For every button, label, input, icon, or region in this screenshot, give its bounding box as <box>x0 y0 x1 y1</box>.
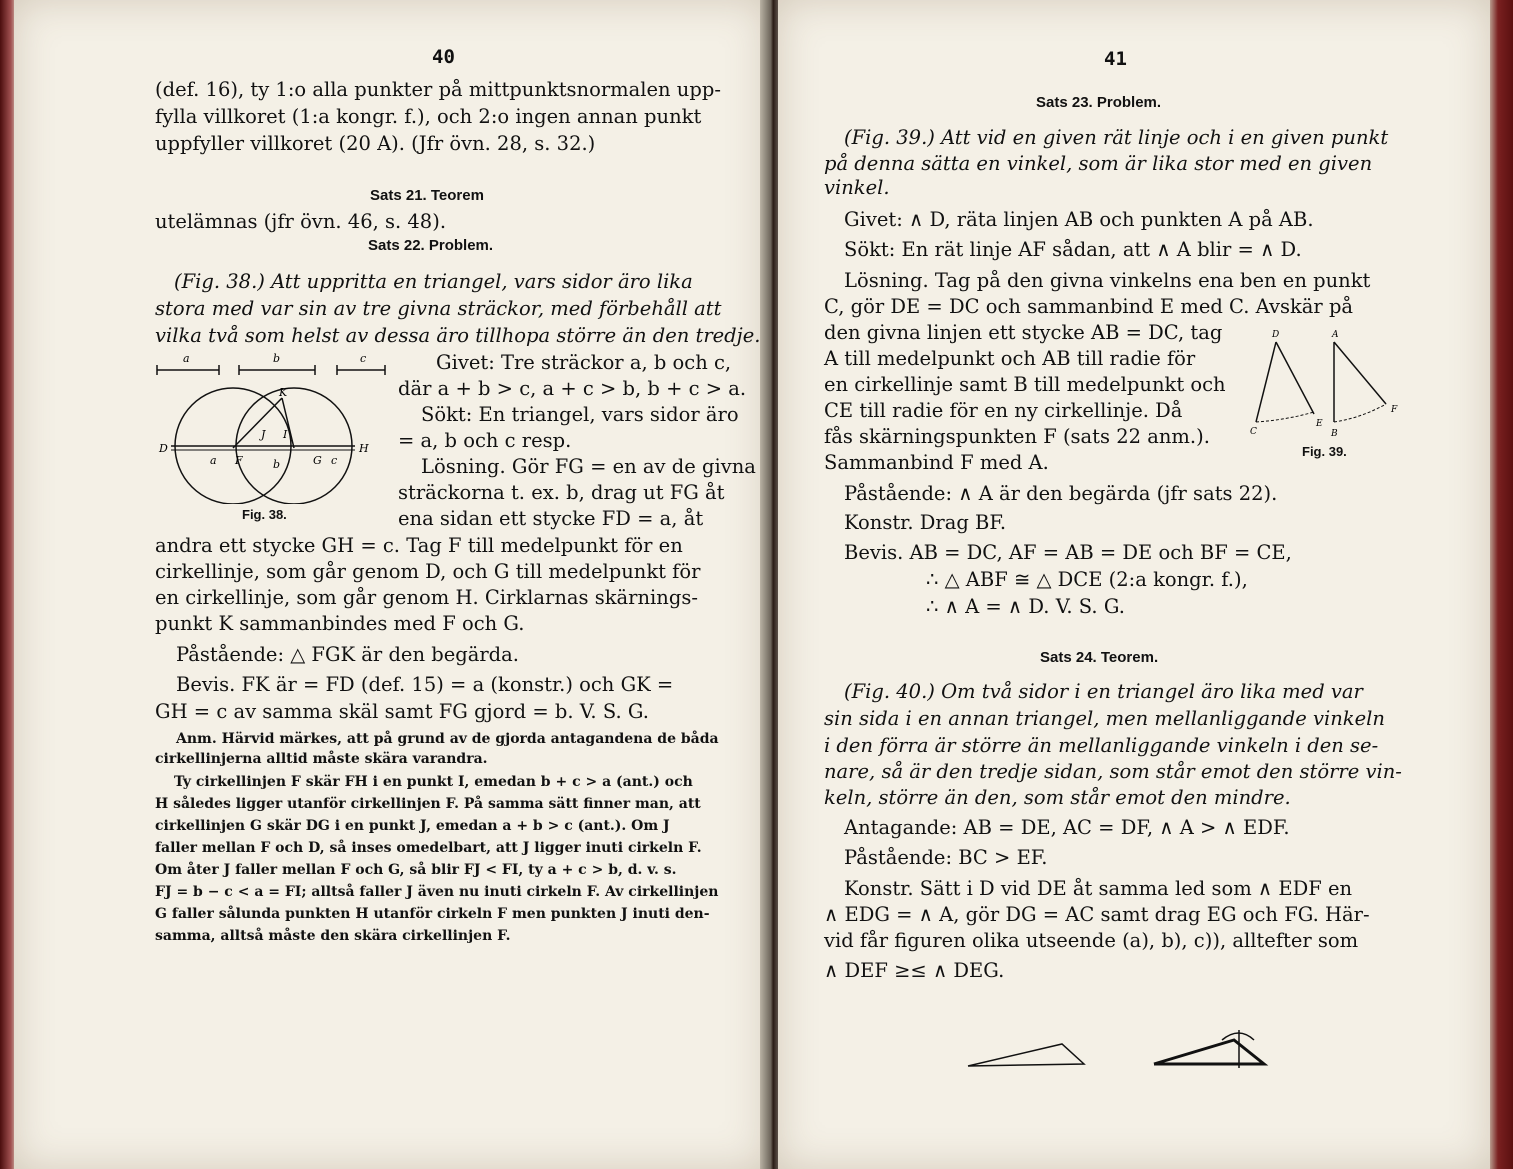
anm-line: Om åter J faller mellan F och G, så blir FJ < FI, ty a + c > b, d. v. s. <box>155 862 677 878</box>
right-page <box>778 0 1490 1169</box>
svg-text:I: I <box>283 428 288 441</box>
text-line: sträckorna t. ex. b, drag ut FG åt <box>398 481 725 504</box>
anm-line: cirkellinjen G skär DG i en punkt J, emedan a + b > c (ant.). Om J <box>155 818 670 834</box>
text-line: ∴ ∧ A = ∧ D. V. S. G. <box>926 595 1125 618</box>
segment-label: c <box>360 352 367 365</box>
anm-line: H således ligger utanför cirkellinjen F. På samma sätt finner man, att <box>155 796 701 812</box>
text-line: Givet: Tre sträckor a, b och c, <box>436 351 732 374</box>
text-line: fylla villkoret (1:a kongr. f.), och 2:o ingen annan punkt <box>155 105 702 128</box>
svg-text:D: D <box>1272 330 1280 340</box>
page-number: 40 <box>432 46 455 68</box>
segment-label: b <box>273 352 281 365</box>
text-line: Sökt: En rät linje AF sådan, att ∧ A blir = ∧ D. <box>844 238 1302 261</box>
text-line: (def. 16), ty 1:o alla punkter på mittpunktsnormalen upp- <box>155 78 721 101</box>
anm-line: faller mellan F och D, så inses omedelbart, att J ligger inuti cirkeln F. <box>155 840 702 856</box>
figure-38 <box>155 384 385 504</box>
text-line: där a + b > c, a + c > b, b + c > a. <box>398 377 747 400</box>
text-line: utelämnas (jfr övn. 46, s. 48). <box>155 210 447 233</box>
theorem-line: nare, så är den tredje sidan, som står emot den större vin- <box>824 760 1402 783</box>
text-line: Antagande: AB = DE, AC = DF, ∧ A > ∧ EDF. <box>844 816 1290 839</box>
text-line: Sökt: En triangel, vars sidor äro <box>421 403 739 426</box>
figure-40-partial <box>964 1018 1284 1078</box>
problem-line: stora med var sin av tre givna sträckor, med förbehåll att <box>155 297 722 320</box>
problem-line: vinkel. <box>824 176 890 199</box>
text-line: ena sidan ett stycke FD = a, åt <box>398 507 704 530</box>
text-line: en cirkellinje, som går genom H. Cirklarnas skärnings- <box>155 586 698 609</box>
figure-caption: Fig. 38. <box>242 507 287 522</box>
problem-line: vilka två som helst av dessa äro tillhopa större än den tredje. <box>155 324 761 347</box>
text-line: uppfyller villkoret (20 A). (Jfr övn. 28, s. 32.) <box>155 132 596 155</box>
anm-line: samma, alltså måste den skära cirkellinjen F. <box>155 928 511 944</box>
theorem-line: keln, större än den, som står emot den mindre. <box>824 786 1291 809</box>
svg-text:D: D <box>159 442 168 455</box>
svg-text:F: F <box>235 454 243 467</box>
svg-text:a: a <box>210 454 217 467</box>
theorem-line: (Fig. 40.) Om två sidor i en triangel äro lika med var <box>844 680 1363 703</box>
text-line: Påstående: △ FGK är den begärda. <box>176 643 519 666</box>
problem-line: på denna sätta en vinkel, som är lika stor med en given <box>824 152 1373 175</box>
svg-text:K: K <box>279 386 288 399</box>
text-line: Bevis. FK är = FD (def. 15) = a (konstr.) och GK = <box>176 673 674 696</box>
section-heading: Sats 22. Problem. <box>368 237 494 254</box>
svg-text:b: b <box>273 458 281 471</box>
text-line: Sammanbind F med A. <box>824 451 1049 474</box>
text-line: fås skärningspunkten F (sats 22 anm.). <box>824 425 1210 448</box>
svg-text:G: G <box>313 454 322 467</box>
text-line: punkt K sammanbindes med F och G. <box>155 612 525 635</box>
svg-text:c: c <box>331 454 338 467</box>
text-line: Konstr. Sätt i D vid DE åt samma led som ∧ EDF en <box>844 877 1353 900</box>
svg-text:H: H <box>359 442 369 455</box>
problem-line: (Fig. 38.) Att uppritta en triangel, vars sidor äro lika <box>174 270 693 293</box>
anm-line: FJ = b − c < a = FI; alltså faller J även nu inuti cirkeln F. Av cirkellinjen <box>155 884 719 900</box>
text-line: andra ett stycke GH = c. Tag F till medelpunkt för en <box>155 534 683 557</box>
svg-text:A: A <box>1332 330 1339 340</box>
text-line: ∴ △ ABF ≅ △ DCE (2:a kongr. f.), <box>926 568 1248 591</box>
svg-text:B: B <box>1331 429 1338 439</box>
text-line: A till medelpunkt och AB till radie för <box>824 347 1196 370</box>
segments-figure <box>155 350 390 378</box>
page-number: 41 <box>1104 48 1127 70</box>
text-line: Bevis. AB = DC, AF = AB = DE och BF = CE, <box>844 541 1292 564</box>
figure-39 <box>1246 322 1406 442</box>
svg-text:F: F <box>1391 405 1398 415</box>
section-heading: Sats 24. Teorem. <box>1040 649 1159 666</box>
anm-line: cirkellinjerna alltid måste skära varandra. <box>155 751 488 767</box>
text-line: GH = c av samma skäl samt FG gjord = b. V. S. G. <box>155 700 649 723</box>
section-heading: Sats 23. Problem. <box>1036 94 1162 111</box>
anm-line: Anm. Härvid märkes, att på grund av de gjorda antagandena de båda <box>176 731 719 747</box>
anm-line: Ty cirkellinjen F skär FH i en punkt I, emedan b + c > a (ant.) och <box>174 774 693 790</box>
text-line: den givna linjen ett stycke AB = DC, tag <box>824 321 1223 344</box>
right-cover-edge <box>1488 0 1513 1169</box>
text-line: Påstående: ∧ A är den begärda (jfr sats 22). <box>844 482 1278 505</box>
text-line: = a, b och c resp. <box>398 429 572 452</box>
text-line: CE till radie för en ny cirkellinje. Då <box>824 399 1183 422</box>
segment-label: a <box>183 352 190 365</box>
text-line: Konstr. Drag BF. <box>844 511 1007 534</box>
figure-caption: Fig. 39. <box>1302 444 1347 459</box>
text-line: C, gör DE = DC och sammanbind E med C. Avskär på <box>824 295 1354 318</box>
text-line: ∧ EDG = ∧ A, gör DG = AC samt drag EG och FG. Här- <box>824 903 1370 926</box>
theorem-line: sin sida i en annan triangel, men mellanliggande vinkeln <box>824 707 1385 730</box>
problem-line: (Fig. 39.) Att vid en given rät linje och i en given punkt <box>844 126 1389 149</box>
text-line: ∧ DEF ≥≤ ∧ DEG. <box>824 959 1005 982</box>
svg-text:J: J <box>261 428 266 441</box>
text-line: Lösning. Tag på den givna vinkelns ena ben en punkt <box>844 269 1371 292</box>
text-line: Givet: ∧ D, räta linjen AB och punkten A på AB. <box>844 208 1314 231</box>
text-line: Påstående: BC > EF. <box>844 846 1048 869</box>
text-line: vid får figuren olika utseende (a), b), c)), alltefter som <box>824 929 1359 952</box>
left-page <box>14 0 766 1169</box>
text-line: Lösning. Gör FG = en av de givna <box>421 455 756 478</box>
section-heading: Sats 21. Teorem <box>370 187 484 204</box>
theorem-line: i den förra är större än mellanliggande vinkeln i den se- <box>824 734 1379 757</box>
svg-text:C: C <box>1250 427 1257 437</box>
text-line: cirkellinje, som går genom D, och G till medelpunkt för <box>155 560 701 583</box>
svg-text:E: E <box>1316 419 1323 429</box>
text-line: en cirkellinje samt B till medelpunkt och <box>824 373 1226 396</box>
anm-line: G faller sålunda punkten H utanför cirkeln F men punkten J inuti den- <box>155 906 710 922</box>
